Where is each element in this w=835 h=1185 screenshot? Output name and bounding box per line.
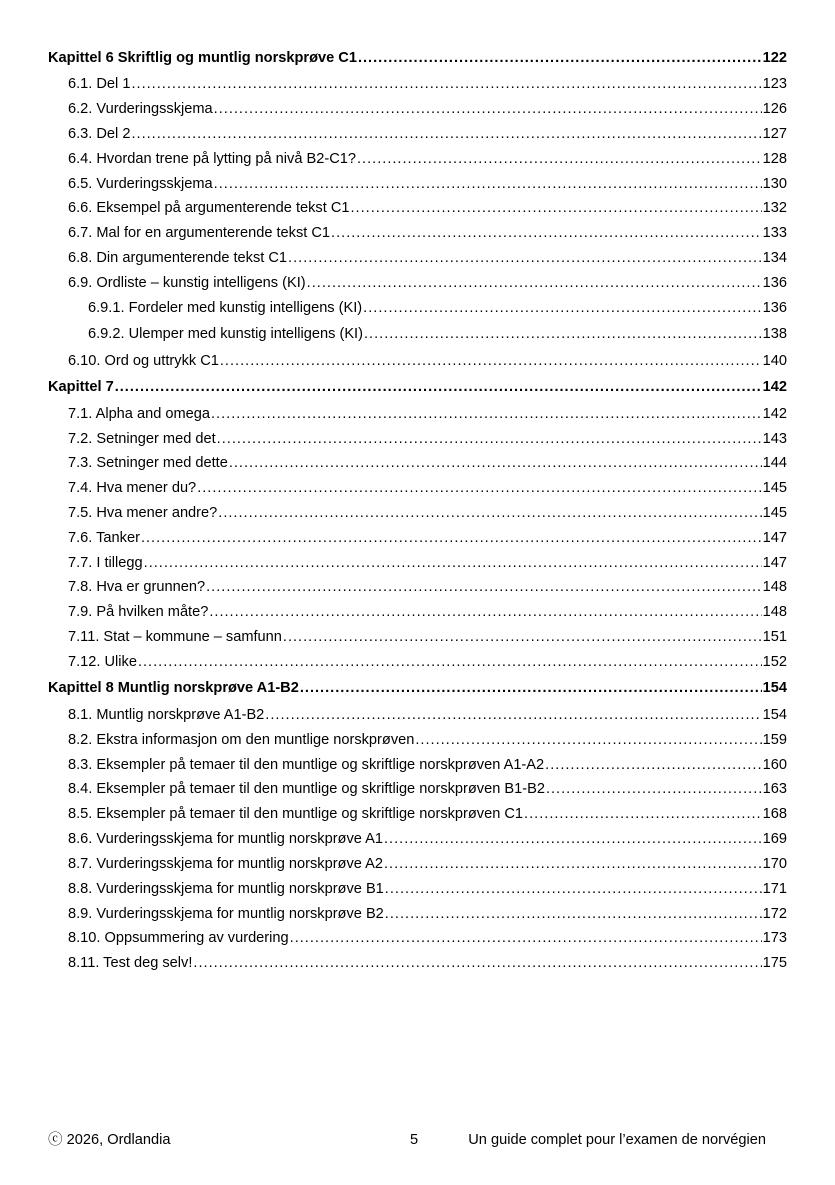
toc-entry-page: 160 (762, 757, 787, 773)
toc-leader-dots (545, 755, 761, 775)
toc-leader-dots (131, 124, 761, 144)
toc-entry-page: 126 (762, 101, 787, 117)
toc-leader-dots (193, 953, 761, 973)
toc-leader-dots (357, 149, 762, 169)
toc-entry-label: 6.2. Vurderingsskjema (68, 101, 213, 117)
toc-section-entry[interactable] (48, 755, 787, 775)
toc-entry-label: 7.3. Setninger med dette (68, 455, 228, 471)
toc-section-entry[interactable] (48, 854, 787, 874)
footer-copyright: ⓒ 2026, Ordlandia (48, 1132, 171, 1148)
toc-leader-dots (217, 429, 762, 449)
toc-entry-label: 7.2. Setninger med det (68, 431, 216, 447)
toc-leader-dots (288, 248, 762, 268)
toc-entry-page: 134 (762, 250, 787, 266)
toc-leader-dots (220, 351, 762, 371)
toc-entry-page: 143 (762, 431, 787, 447)
toc-entry-page: 147 (762, 530, 787, 546)
toc-entry-page: 148 (762, 579, 787, 595)
toc-section-entry[interactable] (48, 602, 787, 622)
toc-entry-label: 6.1. Del 1 (68, 76, 131, 92)
toc-entry-page: 122 (762, 50, 787, 66)
toc-section-entry[interactable] (48, 829, 787, 849)
toc-leader-dots (358, 48, 762, 68)
toc-leader-dots (546, 779, 762, 799)
toc-entry-label: Kapittel 6 Skriftlig og muntlig norskprøve C1 (48, 50, 357, 66)
toc-entry-label: 8.10. Oppsummering av vurdering (68, 930, 289, 946)
toc-entry-page: 175 (762, 955, 787, 971)
toc-leader-dots (351, 198, 762, 218)
toc-leader-dots (144, 553, 762, 573)
toc-entry-page: 128 (762, 151, 787, 167)
toc-section-entry[interactable] (48, 74, 787, 94)
toc-section-entry[interactable] (48, 174, 787, 194)
toc-leader-dots (206, 577, 762, 597)
toc-entry-page: 147 (762, 555, 787, 571)
toc-section-entry[interactable] (48, 627, 787, 647)
toc-entry-label: 7.7. I tillegg (68, 555, 143, 571)
toc-leader-dots (385, 879, 762, 899)
toc-entry-page: 170 (762, 856, 787, 872)
toc-entry-label: 8.11. Test deg selv! (68, 955, 193, 971)
toc-entry-page: 127 (762, 126, 787, 142)
toc-entry-label: 8.6. Vurderingsskjema for muntlig norskprøve A1 (68, 831, 383, 847)
toc-chapter-entry[interactable] (48, 377, 787, 397)
toc-entry-label: 8.3. Eksempler på temaer til den muntlige og skriftlige norskprøven A1-A2 (68, 757, 545, 773)
toc-section-entry[interactable] (48, 804, 787, 824)
toc-leader-dots (115, 377, 762, 397)
toc-entry-page: 145 (762, 505, 787, 521)
toc-entry-page: 142 (762, 406, 787, 422)
toc-section-entry[interactable] (48, 503, 787, 523)
toc-section-entry[interactable] (48, 705, 787, 725)
toc-entry-page: 136 (762, 300, 787, 316)
toc-entry-label: 8.8. Vurderingsskjema for muntlig norskprøve B1 (68, 881, 384, 897)
toc-entry-page: 132 (762, 200, 787, 216)
toc-entry-label: 8.5. Eksempler på temaer til den muntlige og skriftlige norskprøven C1 (68, 806, 524, 822)
toc-leader-dots (218, 503, 761, 523)
toc-leader-dots (415, 730, 761, 750)
toc-entry-page: 173 (762, 930, 787, 946)
toc-section-entry[interactable] (48, 953, 787, 973)
toc-entry-page: 151 (762, 629, 787, 645)
toc-entry-label: 7.4. Hva mener du? (68, 480, 197, 496)
toc-entry-label: 8.2. Ekstra informasjon om den muntlige norskprøven (68, 732, 415, 748)
toc-entry-label: Kapittel 8 Muntlig norskprøve A1-B2 (48, 680, 299, 696)
toc-leader-dots (229, 453, 762, 473)
toc-entry-label: 8.4. Eksempler på temaer til den muntlige og skriftlige norskprøven B1-B2 (68, 781, 545, 797)
toc-entry-label: 6.9. Ordliste – kunstig intelligens (KI) (68, 275, 306, 291)
toc-entry-label: 6.9.1. Fordeler med kunstig intelligens (KI) (88, 300, 363, 316)
toc-chapter-entry[interactable] (48, 48, 787, 68)
toc-leader-dots (209, 602, 761, 622)
toc-entry-page: 171 (762, 881, 787, 897)
toc-entry-page: 144 (762, 455, 787, 471)
toc-leader-dots (131, 74, 761, 94)
toc-entry-label: 6.7. Mal for en argumenterende tekst C1 (68, 225, 331, 241)
toc-section-entry[interactable] (48, 779, 787, 799)
toc-leader-dots (283, 627, 762, 647)
toc-entry-label: 8.9. Vurderingsskjema for muntlig norskprøve B2 (68, 906, 384, 922)
toc-section-entry[interactable] (48, 577, 787, 597)
toc-entry-label: 7.9. På hvilken måte? (68, 604, 209, 620)
toc-entry-label: 6.10. Ord og uttrykk C1 (68, 353, 219, 369)
toc-leader-dots (138, 652, 762, 672)
toc-section-entry[interactable] (48, 404, 787, 424)
toc-section-entry[interactable] (48, 478, 787, 498)
toc-section-entry[interactable] (48, 273, 787, 293)
toc-leader-dots (265, 705, 761, 725)
toc-entry-page: 169 (762, 831, 787, 847)
toc-entry-page: 130 (762, 176, 787, 192)
toc-entry-label: 6.4. Hvordan trene på lytting på nivå B2-C1? (68, 151, 356, 167)
toc-leader-dots (384, 829, 762, 849)
toc-entry-page: 163 (762, 781, 787, 797)
toc-leader-dots (307, 273, 762, 293)
toc-entry-label: 6.9.2. Ulemper med kunstig intelligens (KI) (88, 326, 363, 342)
toc-entry-label: Kapittel 7 (48, 379, 114, 395)
toc-section-entry[interactable] (48, 652, 787, 672)
toc-leader-dots (214, 99, 762, 119)
toc-leader-dots (364, 324, 762, 344)
toc-leader-dots (300, 678, 762, 698)
toc-entry-page: 172 (762, 906, 787, 922)
toc-leader-dots (214, 174, 762, 194)
toc-entry-page: 136 (762, 275, 787, 291)
toc-leader-dots (384, 854, 762, 874)
toc-leader-dots (211, 404, 762, 424)
toc-leader-dots (363, 298, 761, 318)
toc-entry-label: 7.5. Hva mener andre? (68, 505, 218, 521)
toc-leader-dots (197, 478, 761, 498)
toc-entry-page: 123 (762, 76, 787, 92)
toc-entry-page: 133 (762, 225, 787, 241)
toc-section-entry[interactable] (48, 453, 787, 473)
footer-page-number: 5 (410, 1132, 419, 1148)
toc-chapter-entry[interactable] (48, 678, 787, 698)
toc-entry-page: 138 (762, 326, 787, 342)
toc-section-entry[interactable] (48, 298, 787, 318)
toc-entry-page: 148 (762, 604, 787, 620)
toc-entry-label: 6.3. Del 2 (68, 126, 131, 142)
toc-leader-dots (290, 928, 762, 948)
toc-entry-label: 8.7. Vurderingsskjema for muntlig norskprøve A2 (68, 856, 383, 872)
toc-entry-page: 154 (762, 707, 787, 723)
toc-entry-label: 6.5. Vurderingsskjema (68, 176, 213, 192)
toc-leader-dots (524, 804, 762, 824)
toc-section-entry[interactable] (48, 879, 787, 899)
toc-section-entry[interactable] (48, 904, 787, 924)
toc-section-entry[interactable] (48, 730, 787, 750)
toc-section-entry[interactable] (48, 99, 787, 119)
toc-entry-label: 6.6. Eksempel på argumenterende tekst C1 (68, 200, 350, 216)
toc-section-entry[interactable] (48, 198, 787, 218)
toc-entry-page: 142 (762, 379, 787, 395)
toc-entry-page: 140 (762, 353, 787, 369)
toc-leader-dots (331, 223, 762, 243)
toc-leader-dots (141, 528, 762, 548)
toc-section-entry[interactable] (48, 928, 787, 948)
toc-entry-label: 7.11. Stat – kommune – samfunn (68, 629, 282, 645)
toc-entry-label: 7.8. Hva er grunnen? (68, 579, 206, 595)
toc-section-entry[interactable] (48, 429, 787, 449)
toc-entry-page: 168 (762, 806, 787, 822)
page-footer (48, 1130, 787, 1150)
toc-section-entry[interactable] (48, 528, 787, 548)
toc-entry-page: 159 (762, 732, 787, 748)
toc-section-entry[interactable] (48, 248, 787, 268)
toc-section-entry[interactable] (48, 223, 787, 243)
toc-entry-label: 7.6. Tanker (68, 530, 140, 546)
toc-section-entry[interactable] (48, 149, 787, 169)
footer-book-title: Un guide complet pour l’examen de norvégien (468, 1132, 766, 1148)
toc-leader-dots (385, 904, 762, 924)
toc-section-entry[interactable] (48, 124, 787, 144)
toc-entry-label: 7.1. Alpha and omega (68, 406, 210, 422)
toc-entry-page: 154 (762, 680, 787, 696)
toc-entry-page: 145 (762, 480, 787, 496)
toc-section-entry[interactable] (48, 553, 787, 573)
toc-section-entry[interactable] (48, 324, 787, 344)
toc-entry-page: 152 (762, 654, 787, 670)
toc-entry-label: 8.1. Muntlig norskprøve A1-B2 (68, 707, 265, 723)
toc-section-entry[interactable] (48, 351, 787, 371)
toc-entry-label: 7.12. Ulike (68, 654, 137, 670)
toc-entry-label: 6.8. Din argumenterende tekst C1 (68, 250, 288, 266)
